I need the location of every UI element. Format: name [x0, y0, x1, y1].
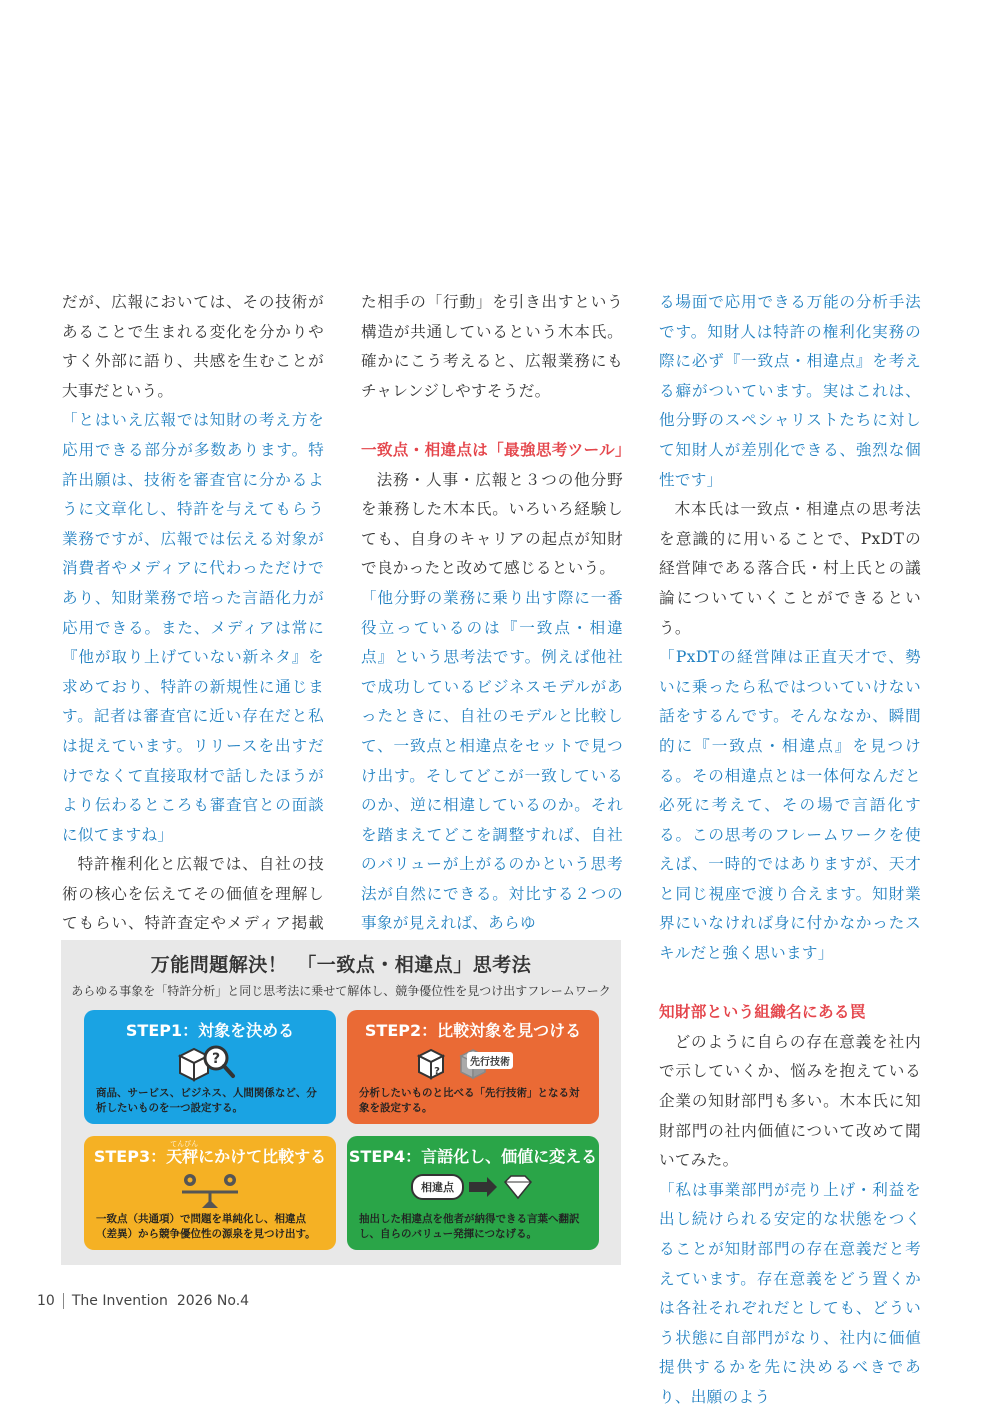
step-description: 商品、サービス、ビジネス、人間関係など、分析したいものを一つ設定する。 [96, 1087, 317, 1114]
step-4-card [347, 1136, 599, 1250]
step-description: 一致点（共通項）で問題を単純化し、相違点（差異）から競争優位性の源泉を見つけ出す。 [96, 1213, 316, 1240]
step-title-suffix: にかけて比較する [198, 1147, 327, 1166]
speech-bubble-label: 相違点 [411, 1174, 464, 1200]
framework-subtitle: あらゆる事象を「特許分析」と同じ思考法に乗せて解体し、競争優位性を見つけ出すフレームワーク [71, 984, 611, 998]
step-title [84, 1140, 336, 1167]
step-title: STEP1：対象を決める [125, 1021, 295, 1040]
page-number: 10 [37, 1293, 64, 1309]
section-heading: 一致点・相違点は「最強思考ツール」 [361, 440, 631, 459]
paragraph: 木本氏は一致点・相違点の思考法を意識的に用いることで、PxDTの経営陣である落合氏・村上氏との議論についていくことができるという。 [659, 500, 921, 637]
quote-paragraph: る場面で応用できる万能の分析手法です。知財人は特許の権利化実務の際に必ず『一致点・相違点』を考える癖がついています。実はこれは、他分野のスペシャリストたちに対して知財人が差別化できる、強烈な個性です」 [659, 293, 921, 489]
paragraph: 法務・人事・広報と３つの他分野を兼務した木本氏。いろいろ経験しても、自身のキャリアの起点が知財で良かったと改めて感じるという。 [361, 470, 623, 578]
article-column-3 [659, 288, 921, 1413]
step-2-card [347, 1010, 599, 1124]
paragraph: た相手の「行動」を引き出すという構造が共通しているという木本氏。確かにこう考えると、広報業務にもチャレンジしやすそうだ。 [361, 293, 623, 400]
spacer [361, 406, 623, 436]
spacer [659, 969, 921, 999]
page-footer [37, 1293, 249, 1309]
furigana: てんびん [170, 1140, 199, 1148]
step-title-prefix: STEP3： [93, 1147, 167, 1166]
article-column-2 [361, 288, 631, 939]
step-description: 抽出した相違点を他者が納得できる言葉へ翻訳し、自らのバリュー発揮につなげる。 [359, 1213, 580, 1240]
speech-to-diamond-icon [347, 1168, 599, 1208]
quote-paragraph: 「とはいえ広報では知財の考え方を応用できる部分が多数あります。特許出願は、技術を審査官に分かるように文章化し、特許を与えてもらう業務ですが、広報では伝える対象が消費者やメディアに代わっただけであり、知財業務で培った言語化力が応用できる。また、メディアは常に『他が取り上げていない新ネタ』を求めており、特許の新規性に通じます。記者は審査官に近い存在だと私は捉えています。リリースを出すだけでなくて直接取材で話したほうがより伝わるところも審査官との面談に似てますね」 [62, 411, 324, 844]
paragraph: 特許権利化と広報では、自社の技術の核心を伝えてその価値を理解してもらい、特許査定やメディア掲載 [62, 855, 324, 933]
quote-paragraph: 「私は事業部門が売り上げ・利益を出し続けられる安定的な状態をつくることが知財部門の存在意義だと考えています。存在意義をどう置くかは各社それぞれだとしても、どういう状態に自部門がなり、社内に価値提供するかを先に決めるべきであり、出願のよう [659, 1180, 921, 1406]
section-heading: 知財部という組織名にある罠 [659, 1003, 866, 1022]
prior-art-tag: 先行技術 [467, 1052, 513, 1069]
issue-label: 2026 No.4 [176, 1293, 250, 1309]
step-3-card [84, 1136, 336, 1250]
paragraph: だが、広報においては、その技術があることで生まれる変化を分かりやすく外部に語り、共感を生むことが大事だという。 [62, 293, 324, 400]
step-title-kanji [166, 1140, 199, 1166]
quote-paragraph: 「他分野の業務に乗り出す際に一番役立っているのは『一致点・相違点』という思考法です。例えば他社で成功しているビジネスモデルがあったときに、自社のモデルと比較して、一致点と相違点をセットで見つけ出す。そしてどこが一致しているのか、逆に相違しているのか。それを踏まえてどこを調整すれば、自社のバリューが上がるのかという思考法が自然にできる。対比する２つの事象が見えれば、あらゆ [361, 588, 623, 933]
framework-title: 万能問題解決！ 「一致点・相違点」思考法 [150, 954, 532, 976]
svg-text:?: ? [434, 1066, 440, 1077]
step-description: 分析したいものと比べる「先行技術」となる対象を設定する。 [359, 1087, 580, 1114]
step-title: STEP4：言語化し、価値に変える [348, 1147, 598, 1166]
box-compare-icon [347, 1042, 599, 1082]
paragraph: どのように自らの存在意義を社内で示していくか、悩みを抱えている企業の知財部門も多い。木本氏に知財部門の社内価値について改めて聞いてみた。 [659, 1032, 921, 1170]
step-title: STEP2：比較対象を見つける [364, 1021, 582, 1040]
svg-text:?: ? [211, 1051, 221, 1067]
quote-paragraph: 「PxDTの経営陣は正直天才で、勢いに乗ったら私ではついていけない話をするんです。そんななか、瞬間的に『一致点・相違点』を見つける。その相違点とは一体何なんだと必死に考えて、その場で言語化する。この思考のフレームワークを使えば、一時的ではありますが、天才と同じ視座で渡り合えます。知財業界にいなければ身に付かなかったスキルだと強く思います」 [659, 648, 921, 963]
framework-box [61, 940, 621, 1265]
scale-gears-icon [84, 1168, 336, 1208]
magazine-name: The Invention [71, 1293, 168, 1309]
kanji-text: 天秤 [166, 1147, 199, 1166]
article-column-1 [62, 288, 324, 969]
box-magnifier-icon [84, 1042, 336, 1082]
step-1-card [84, 1010, 336, 1124]
